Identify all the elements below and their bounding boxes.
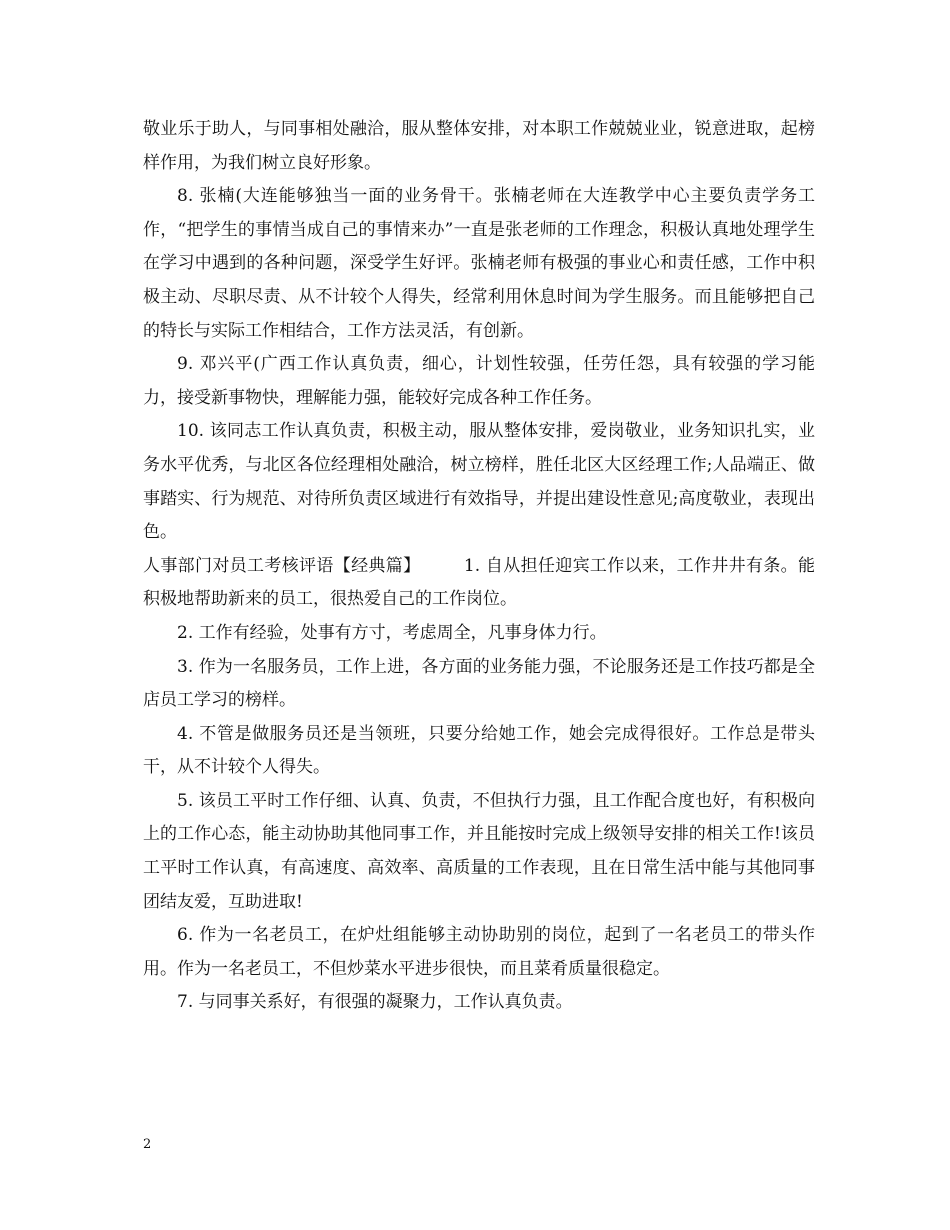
paragraph-item-8: 8. 张楠(大连能够独当一面的业务骨干。张楠老师在大连教学中心主要负责学务工作，“把学生的事情当成自己的事情来办”一直是张老师的工作理念，积极认真地处理学生在学习中遇到的各种问题，深受学生好评。张楠老师有极强的事业心和责任感，工作中积极主动、尽职尽责、从不计较个人得失，经常利用休息时间为学生服务。而且能够把自己的特长与实际工作相结合，工作方法灵活，有创新。 — [143, 186, 815, 341]
section-heading-paragraph: 人事部门对员工考核评语【经典篇】 1. 自从担任迎宾工作以来，工作井井有条。能积极地帮助新来的员工，很热爱自己的工作岗位。 — [143, 555, 815, 610]
paragraph-item-5: 5. 该员工平时工作仔细、认真、负责，不但执行力强，且工作配合度也好，有积极向上的工作心态，能主动协助其他同事工作，并且能按时完成上级领导安排的相关工作!该员工平时工作认真，有高速度、高效率、高质量的工作表现，且在日常生活中能与其他同事团结友爱，互助进取! — [143, 790, 815, 912]
paragraph-item-2: 2. 工作有经验，处事有方寸，考虑周全，凡事身体力行。 — [177, 622, 607, 643]
paragraph-item-10: 10. 该同志工作认真负责，积极主动，服从整体安排，爱岗敬业，业务知识扎实，业务水平优秀，与北区各位经理相处融洽，树立榜样，胜任北区大区经理工作;人品端正、做事踏实、行为规范、对待所负责区域进行有效指导，并提出建设性意见;高度敬业，表现出色。 — [143, 421, 815, 543]
paragraph-item-9: 9. 邓兴平(广西工作认真负责，细心，计划性较强，任劳任怨，具有较强的学习能力，接受新事物快，理解能力强，能较好完成各种工作任务。 — [143, 354, 815, 408]
paragraph-item-3: 3. 作为一名服务员，工作上进，各方面的业务能力强，不论服务还是工作技巧都是全店员工学习的榜样。 — [143, 656, 815, 711]
paragraph-item-4: 4. 不管是做服务员还是当领班，只要分给她工作，她会完成得很好。工作总是带头干，从不计较个人得失。 — [143, 723, 815, 778]
page-number: 2 — [143, 1137, 152, 1152]
paragraph-continuation: 敬业乐于助人，与同事相处融洽，服从整体安排，对本职工作兢兢业业，锐意进取，起榜样作用，为我们树立良好形象。 — [143, 119, 815, 173]
document-body — [143, 113, 815, 1020]
paragraph-item-6: 6. 作为一名老员工，在炉灶组能够主动协助别的岗位，起到了一名老员工的带头作用。作为一名老员工，不但炒菜水平进步很快，而且菜肴质量很稳定。 — [143, 925, 815, 979]
paragraph-item-7: 7. 与同事关系好，有很强的凝聚力，工作认真负责。 — [177, 992, 573, 1013]
